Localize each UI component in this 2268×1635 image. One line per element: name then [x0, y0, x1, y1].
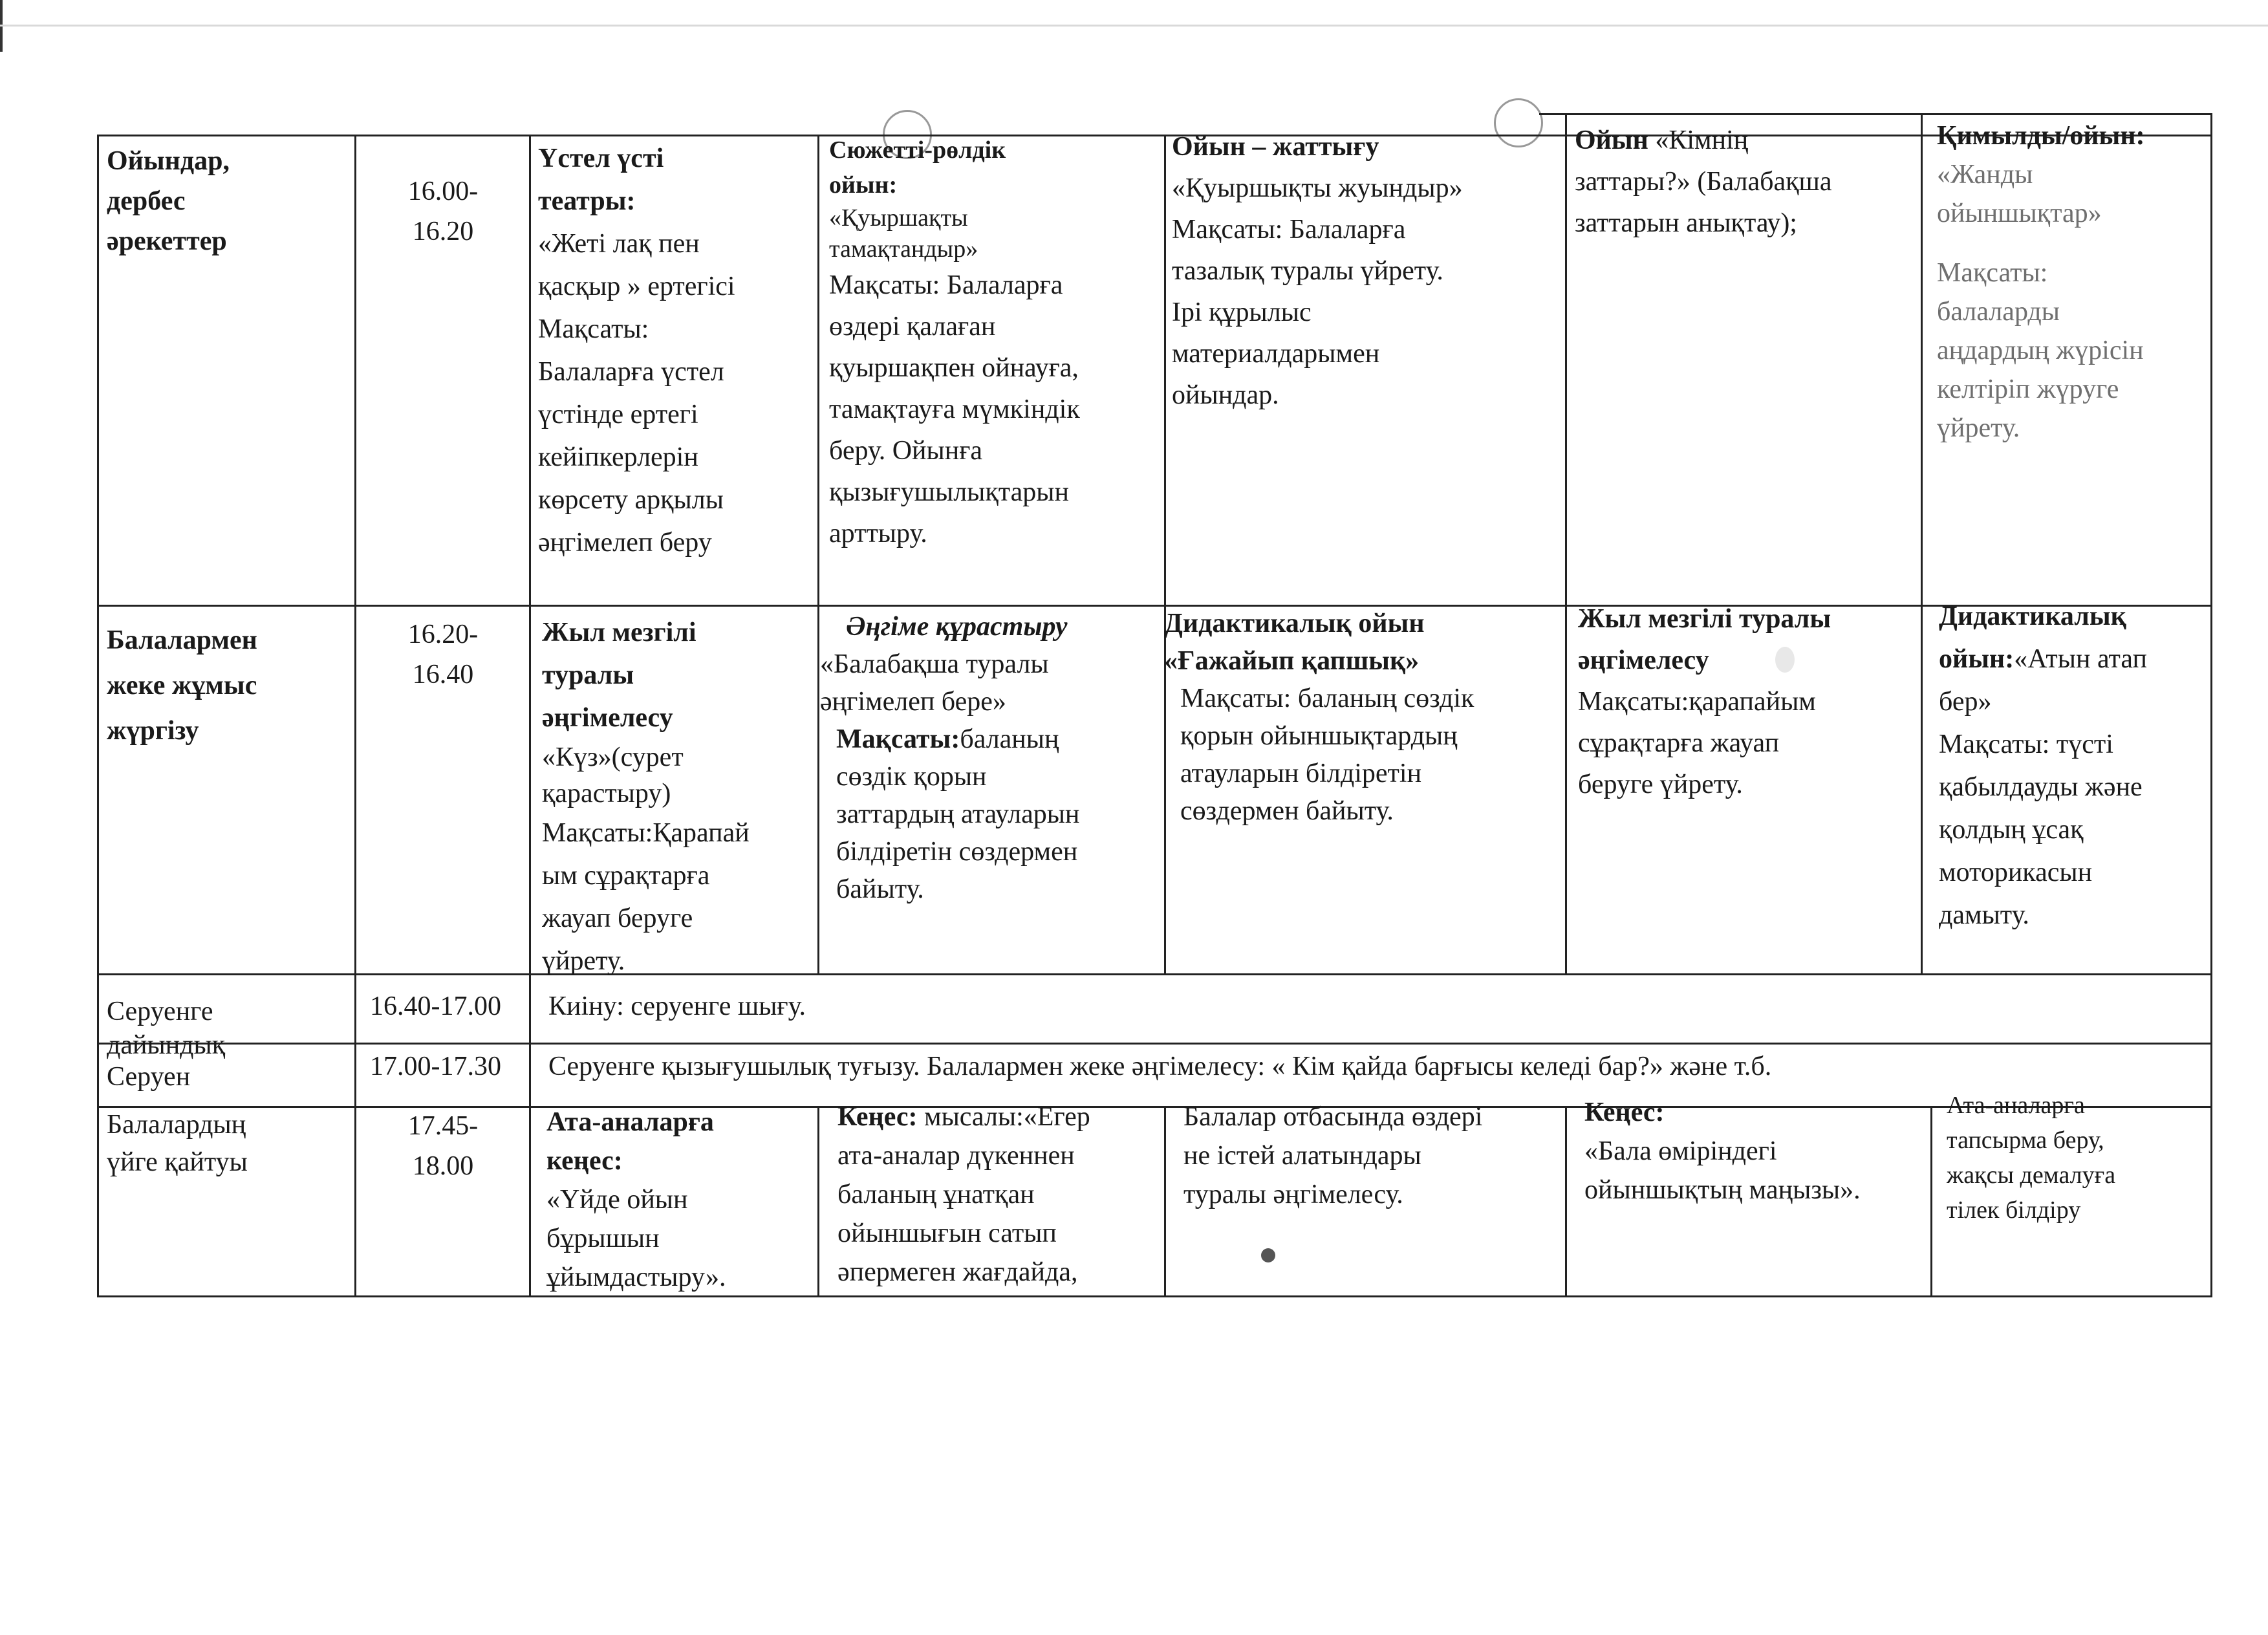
text-line: әңгімелеп бере» [820, 687, 1006, 717]
text-line: Ойындар, [107, 146, 230, 176]
walk-prep-content: Киіну: серуенге шығу. [548, 991, 806, 1021]
cell-title: Ойын – жаттығу [1172, 132, 1379, 162]
text-line: тапсырма беру, [1947, 1127, 2104, 1154]
text-line: «Балабақша туралы [820, 649, 1049, 679]
col-line [1930, 1106, 1932, 1297]
text-line: атауларын білдіретін [1180, 759, 1422, 788]
col-line [817, 1106, 819, 1297]
text-line: Мақсаты: [1937, 258, 2048, 288]
cell-title: Әңгіме құрастыру [846, 612, 1068, 642]
text-line: сөздермен байыту. [1180, 796, 1394, 826]
home-thursday [1584, 1093, 1927, 1209]
home-monday [546, 1103, 815, 1297]
individual-tuesday [820, 608, 1163, 908]
col-line [1921, 113, 1923, 975]
text-line: жүргізу [107, 716, 199, 746]
text-line: дербес [107, 186, 186, 216]
text-line: жақсы демалуға [1947, 1162, 2116, 1189]
games-thursday [1575, 120, 1917, 244]
col-line [817, 135, 819, 975]
text-line: «Атын атап [2014, 644, 2147, 674]
activity-games [107, 141, 346, 261]
cell-label: Мақсаты: [836, 724, 960, 754]
text-line: білдіретін сөздермен [836, 837, 1078, 867]
games-monday [538, 137, 813, 564]
text-line: үйрету. [1937, 413, 2020, 443]
text-line: аңдардың жүрісін [1937, 336, 2144, 365]
cell-title: Қимылды/ойын: [1937, 121, 2145, 151]
walk-content: Серуенге қызығушылық туғызу. Балалармен жеке әңгімелесу: « Кім қайда барғысы келеді бар?» және т.б. [548, 1052, 1772, 1081]
text-line: Мақсаты:Қарапай [542, 818, 750, 848]
row-line [97, 1295, 2212, 1297]
text-line: заттарын анықтау); [1575, 208, 1797, 238]
text-line: дайындық [107, 1030, 226, 1060]
text-line: жауап беруге [542, 904, 693, 933]
col-line [1565, 113, 1567, 975]
home-wednesday [1183, 1098, 1562, 1214]
activity-individual [107, 618, 349, 753]
text-line: «Жанды [1937, 160, 2033, 189]
cell-title: әңгімелесу [542, 703, 673, 733]
text-line: үйге қайтуы [107, 1147, 248, 1177]
text-line: туралы әңгімелесу. [1183, 1180, 1403, 1209]
text-line: Мақсаты: түсті [1939, 730, 2113, 759]
text-line: үйрету. [542, 946, 625, 976]
text-line: Мақсаты: Балаларға [829, 270, 1063, 300]
individual-monday [542, 611, 817, 982]
text-line: қолдың ұсақ [1939, 815, 2084, 845]
activity-walk-prep [107, 995, 349, 1062]
text-line: үстінде ертегі [538, 400, 698, 429]
text-line: тазалық туралы үйрету. [1172, 256, 1443, 286]
text-line: «Қуыршақты [829, 204, 968, 232]
col-line [1164, 135, 1166, 975]
text-line: бұрышын [546, 1224, 660, 1253]
text-line: сөздік қорын [836, 762, 987, 792]
text-line: қасқыр » ертегісі [538, 272, 735, 301]
text-line: тамақтандыр» [829, 235, 978, 263]
text-line: келтіріп жүруге [1937, 374, 2119, 404]
text-line: әпермеген жағдайда, [837, 1257, 1078, 1287]
cell-title: Дидактикалық ойын [1164, 609, 1425, 638]
text-line: жеке жұмыс [107, 671, 257, 700]
home-friday [1947, 1088, 2209, 1228]
text-line: Серуенге [107, 997, 213, 1026]
cell-title: Жыл мезгілі [542, 618, 697, 647]
text-line: тамақтауға мүмкіндік [829, 395, 1080, 424]
scan-top-line [0, 25, 2268, 27]
text-line: ым сұрақтарға [542, 861, 710, 891]
text-line: қуыршақпен ойнауға, [829, 353, 1079, 383]
text-line: ойыншығын сатып [837, 1218, 1057, 1248]
text-line: беру. Ойынға [829, 436, 983, 466]
text-line: 16.20- [407, 620, 479, 649]
time-walk-prep: 16.40-17.00 [370, 991, 501, 1021]
ink-spot [1261, 1248, 1275, 1262]
text-line: моторикасын [1939, 858, 2093, 887]
text-line: қорын ойыншықтардың [1180, 721, 1458, 751]
text-line: Ірі құрылыс [1172, 298, 1312, 327]
text-line: дамыту. [1939, 900, 2029, 930]
activity-going-home [107, 1106, 349, 1181]
text-line: «Қуыршықты жуындыр» [1172, 173, 1463, 203]
col-line [354, 135, 356, 1297]
text-line: өздері қалаған [829, 312, 996, 341]
col-line [1164, 1106, 1166, 1297]
text-line: Балалар отбасында өздері [1183, 1102, 1483, 1132]
games-friday [1937, 116, 2209, 448]
individual-thursday [1578, 598, 1917, 805]
text-line: сұрақтарға жауап [1578, 728, 1780, 758]
cell-title: Ата-аналарға [546, 1107, 714, 1137]
cell-title: туралы [542, 660, 634, 690]
cell-title: ойын: [829, 171, 898, 199]
text-line: әрекеттер [107, 226, 227, 256]
row-line [97, 973, 2212, 975]
text-line: көрсету арқылы [538, 485, 724, 515]
cell-title: әңгімелесу [1578, 645, 1709, 675]
text-line: «Кімнің [1655, 125, 1749, 155]
text-line: «Үйде ойын [546, 1185, 688, 1215]
text-line: Балалармен [107, 625, 257, 655]
col-line [1565, 1106, 1567, 1297]
text-line: заттары?» (Балабақша [1575, 167, 1832, 197]
text-line: Мақсаты: Балаларға [1172, 215, 1406, 244]
cell-title: Дидактикалық [1939, 601, 2126, 631]
text-line: балаларды [1937, 297, 2060, 327]
cell-title: кеңес: [546, 1146, 623, 1176]
time-individual [359, 614, 527, 695]
text-line: мысалы:«Егер [917, 1102, 1090, 1132]
text-line: қызығушылықтарын [829, 477, 1070, 507]
individual-friday [1939, 595, 2207, 937]
text-line: «Бала өміріндегі [1584, 1136, 1777, 1166]
text-line: баланың ұнатқан [837, 1180, 1035, 1209]
text-line: 18.00 [412, 1151, 474, 1181]
cell-title: театры: [538, 186, 636, 216]
games-wednesday [1172, 126, 1560, 416]
text-line: 17.45- [407, 1111, 479, 1141]
cell-title: ойын: [1939, 644, 2014, 674]
row-line [97, 1043, 2212, 1045]
text-line: баланың [960, 724, 1059, 754]
text-line: қабылдауды және [1939, 772, 2143, 802]
individual-wednesday [1164, 605, 1562, 830]
time-walk: 17.00-17.30 [370, 1052, 501, 1081]
time-games [359, 171, 527, 252]
time-going-home [359, 1106, 527, 1186]
row-line [1539, 113, 2212, 115]
cell-title: Жыл мезгілі туралы [1578, 604, 1831, 634]
text-line: «Жеті лақ пен [538, 229, 700, 259]
cell-title: Ойын [1575, 125, 1648, 155]
text-line: қарастыру) [542, 779, 671, 808]
text-line: 16.40 [412, 660, 474, 689]
text-line: ойындар. [1172, 380, 1279, 410]
text-line: кейіпкерлерін [538, 442, 698, 472]
cell-title: Кеңес: [1584, 1098, 1665, 1127]
activity-walk: Серуен [107, 1062, 191, 1092]
text-line: беруге үйрету. [1578, 770, 1743, 799]
text-line: «Күз»(сурет [542, 742, 684, 772]
text-line: 16.00- [407, 177, 479, 206]
home-tuesday [837, 1098, 1161, 1292]
text-line: материалдарымен [1172, 339, 1380, 369]
col-line [97, 135, 99, 1297]
text-line: Мақсаты:қарапайым [1578, 687, 1816, 717]
text-line: арттыру. [829, 519, 927, 548]
text-line: ата-аналар дүкеннен [837, 1141, 1075, 1171]
text-line: ойыншықтар» [1937, 199, 2102, 228]
text-line: Мақсаты: баланың сөздік [1180, 684, 1474, 713]
text-line: заттардың атауларын [836, 799, 1080, 829]
cell-title: Үстел үсті [538, 144, 664, 173]
text-line: ұйымдастыру». [546, 1262, 726, 1292]
text-line: әңгімелеп беру [538, 528, 712, 558]
text-line: не істей алатындары [1183, 1141, 1421, 1171]
col-line [529, 135, 531, 1297]
text-line: бер» [1939, 687, 1992, 717]
text-line: ойыншықтың маңызы». [1584, 1175, 1861, 1205]
text-line: байыту. [836, 874, 924, 904]
cell-title: «Ғажайып қапшық» [1164, 646, 1420, 676]
text-line: тілек білдіру [1947, 1196, 2081, 1224]
text-line: Балалардың [107, 1110, 246, 1140]
cell-title: Сюжетті-рөлдік [829, 136, 1006, 164]
text-line: 16.20 [412, 217, 474, 246]
text-line: Ата-аналарға [1947, 1092, 2085, 1119]
cell-label: Кеңес: [837, 1102, 918, 1132]
text-line: Мақсаты: [538, 314, 649, 344]
col-line [2210, 113, 2212, 1297]
games-tuesday [829, 133, 1159, 554]
text-line: Балаларға үстел [538, 357, 724, 387]
